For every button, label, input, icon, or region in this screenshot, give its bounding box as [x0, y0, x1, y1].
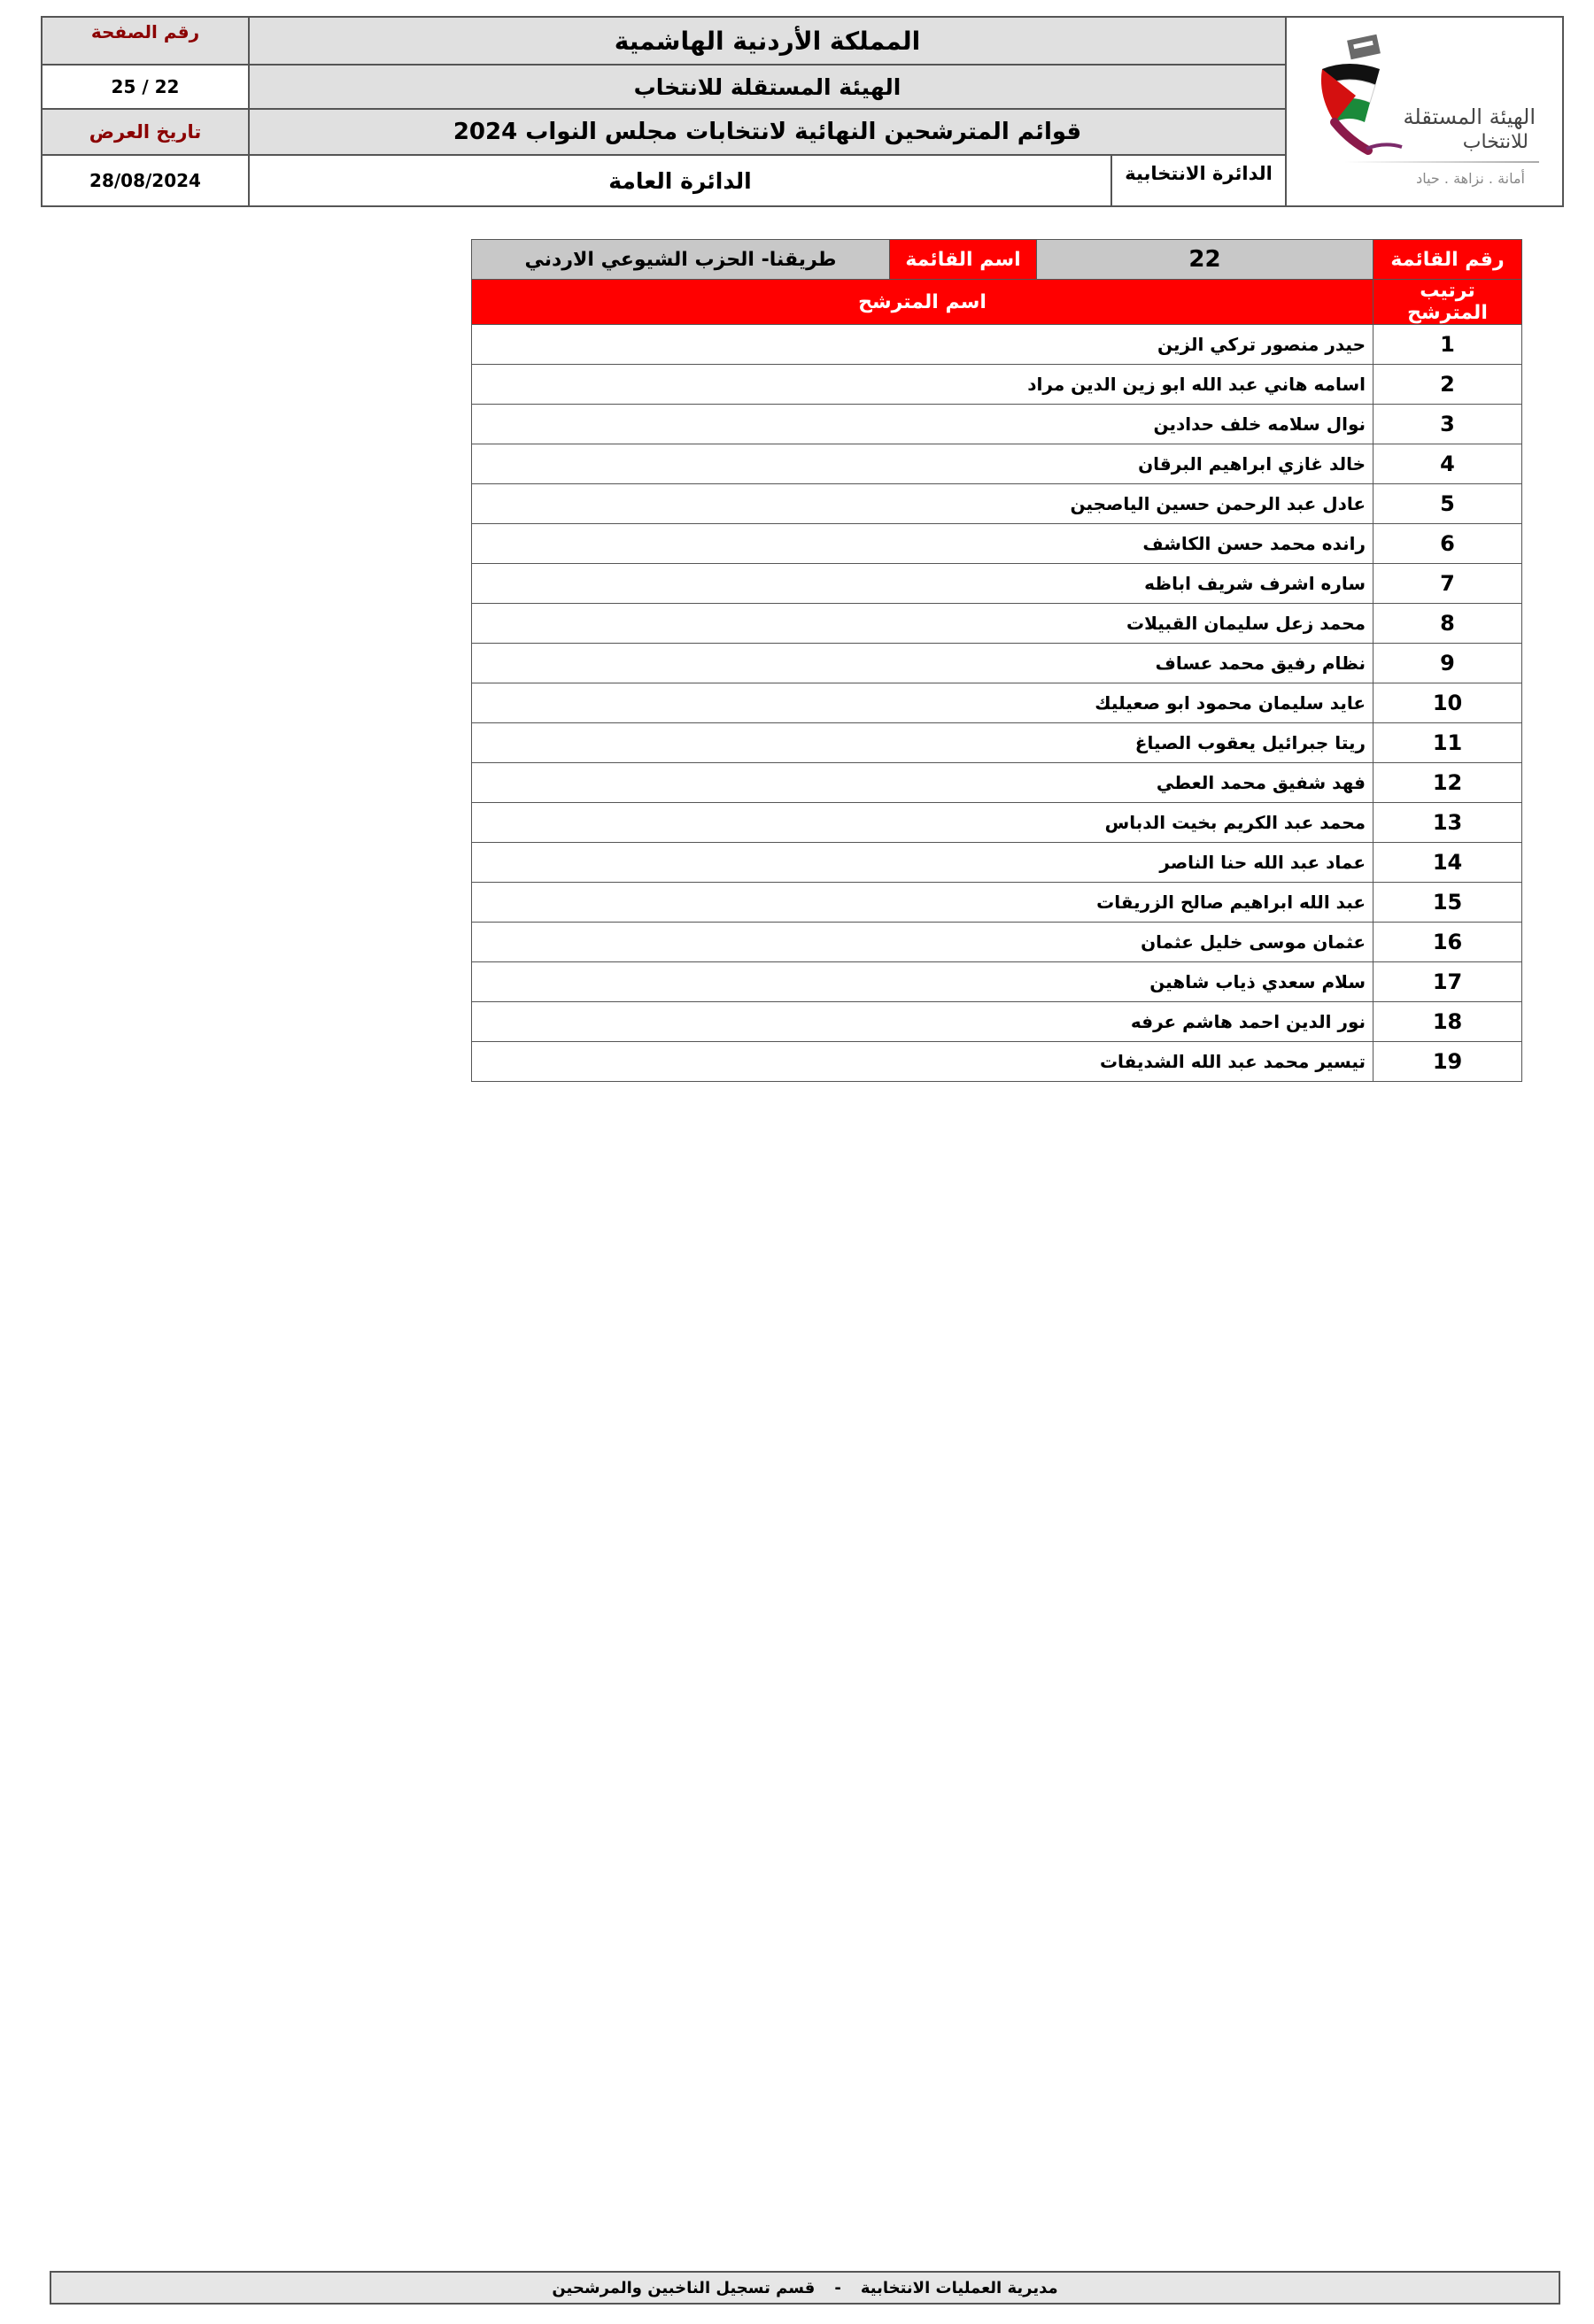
list-name-label: اسم القائمة [890, 240, 1037, 280]
candidate-name: عايد سليمان محمود ابو صعيليك [472, 683, 1373, 723]
footer-directorate: مديرية العمليات الانتخابية [860, 2278, 1058, 2297]
list-number-label: رقم القائمة [1373, 240, 1522, 280]
table-row [472, 405, 1522, 444]
table-row [472, 803, 1522, 843]
table-row [472, 524, 1522, 564]
candidate-name: نوال سلامه خلف حدادين [472, 405, 1373, 444]
candidate-rank: 17 [1373, 962, 1522, 1002]
candidate-name: اسامه هاني عبد الله ابو زين الدين مراد [472, 365, 1373, 405]
table-row [472, 962, 1522, 1002]
page-footer [50, 2271, 1560, 2305]
candidate-rank: 5 [1373, 484, 1522, 524]
candidate-rank: 19 [1373, 1042, 1522, 1082]
table-row [472, 444, 1522, 484]
logo-name-line2: للانتخاب [1462, 131, 1528, 153]
candidate-name: نور الدين احمد هاشم عرفه [472, 1002, 1373, 1042]
candidate-rank: 10 [1373, 683, 1522, 723]
candidate-name: عثمان موسى خليل عثمان [472, 923, 1373, 962]
candidate-name: عادل عبد الرحمن حسين الياصجين [472, 484, 1373, 524]
footer-separator: - [834, 2278, 841, 2297]
candidate-rank: 18 [1373, 1002, 1522, 1042]
candidate-rank: 15 [1373, 883, 1522, 923]
candidate-name: خالد غازي ابراهيم البرقان [472, 444, 1373, 484]
candidate-rank: 4 [1373, 444, 1522, 484]
list-name-value: طريقنا- الحزب الشيوعي الاردني [472, 240, 890, 280]
candidate-rank: 8 [1373, 604, 1522, 644]
candidate-rank-header: ترتيب المترشح [1373, 280, 1522, 325]
logo-divider [1344, 161, 1539, 163]
iec-logo [1285, 18, 1564, 205]
candidate-name: سلام سعدي ذياب شاهين [472, 962, 1373, 1002]
candidate-rank: 7 [1373, 564, 1522, 604]
logo-motto: أمانة . نزاهة . حياد [1416, 170, 1525, 187]
column-header-row [472, 280, 1522, 325]
page-number-value: 25 / 22 [43, 66, 248, 110]
list-info-row [472, 240, 1522, 280]
logo-name-line1: الهيئة المستقلة [1403, 104, 1536, 129]
candidate-rank: 13 [1373, 803, 1522, 843]
table-row [472, 1042, 1522, 1082]
display-date-value: 28/08/2024 [89, 170, 201, 191]
candidate-name-header: اسم المترشح [472, 280, 1373, 325]
candidate-rank: 9 [1373, 644, 1522, 683]
candidate-name: فهد شفيق محمد العطي [472, 763, 1373, 803]
table-row [472, 883, 1522, 923]
candidate-rank: 14 [1373, 843, 1522, 883]
footer-department: قسم تسجيل الناخبين والمرشحين [552, 2278, 816, 2297]
candidate-name: ساره اشرف شريف اباظه [472, 564, 1373, 604]
table-row [472, 1002, 1522, 1042]
candidate-name: تيسير محمد عبد الله الشديفات [472, 1042, 1373, 1082]
jordan-flag-ballot-icon [1313, 34, 1411, 166]
candidate-name: عبد الله ابراهيم صالح الزريقات [472, 883, 1373, 923]
candidate-name: ريتا جبرائيل يعقوب الصياغ [472, 723, 1373, 763]
table-row [472, 683, 1522, 723]
table-row [472, 484, 1522, 524]
candidate-rank: 12 [1373, 763, 1522, 803]
candidate-name: رانده محمد حسن الكاشف [472, 524, 1373, 564]
district-value: الدائرة العامة [248, 156, 1110, 205]
candidates-table [471, 239, 1522, 1082]
candidate-name: محمد زعل سليمان القبيلات [472, 604, 1373, 644]
candidate-name: حيدر منصور تركي الزين [472, 325, 1373, 365]
table-row [472, 763, 1522, 803]
candidate-rank: 3 [1373, 405, 1522, 444]
district-label: الدائرة الانتخابية [1110, 156, 1285, 205]
candidate-rank: 16 [1373, 923, 1522, 962]
table-row [472, 723, 1522, 763]
table-row [472, 365, 1522, 405]
candidate-rank: 11 [1373, 723, 1522, 763]
candidate-rank: 6 [1373, 524, 1522, 564]
list-number-value: 22 [1037, 240, 1373, 280]
table-row [472, 923, 1522, 962]
kingdom-title: المملكة الأردنية الهاشمية [248, 18, 1285, 66]
table-row [472, 604, 1522, 644]
display-date-label: تاريخ العرض [43, 110, 248, 156]
candidate-name: عماد عبد الله حنا الناصر [472, 843, 1373, 883]
table-row [472, 564, 1522, 604]
candidate-rank: 1 [1373, 325, 1522, 365]
table-row [472, 325, 1522, 365]
page-number-label: رقم الصفحة [43, 18, 248, 66]
candidate-rank: 2 [1373, 365, 1522, 405]
candidate-name: نظام رفيق محمد عساف [472, 644, 1373, 683]
commission-title: الهيئة المستقلة للانتخاب [248, 66, 1285, 110]
table-row [472, 644, 1522, 683]
candidate-name: محمد عبد الكريم بخيت الدباس [472, 803, 1373, 843]
table-row [472, 843, 1522, 883]
report-header [41, 16, 1564, 207]
report-title: قوائم المترشحين النهائية لانتخابات مجلس النواب 2024 [248, 110, 1285, 156]
